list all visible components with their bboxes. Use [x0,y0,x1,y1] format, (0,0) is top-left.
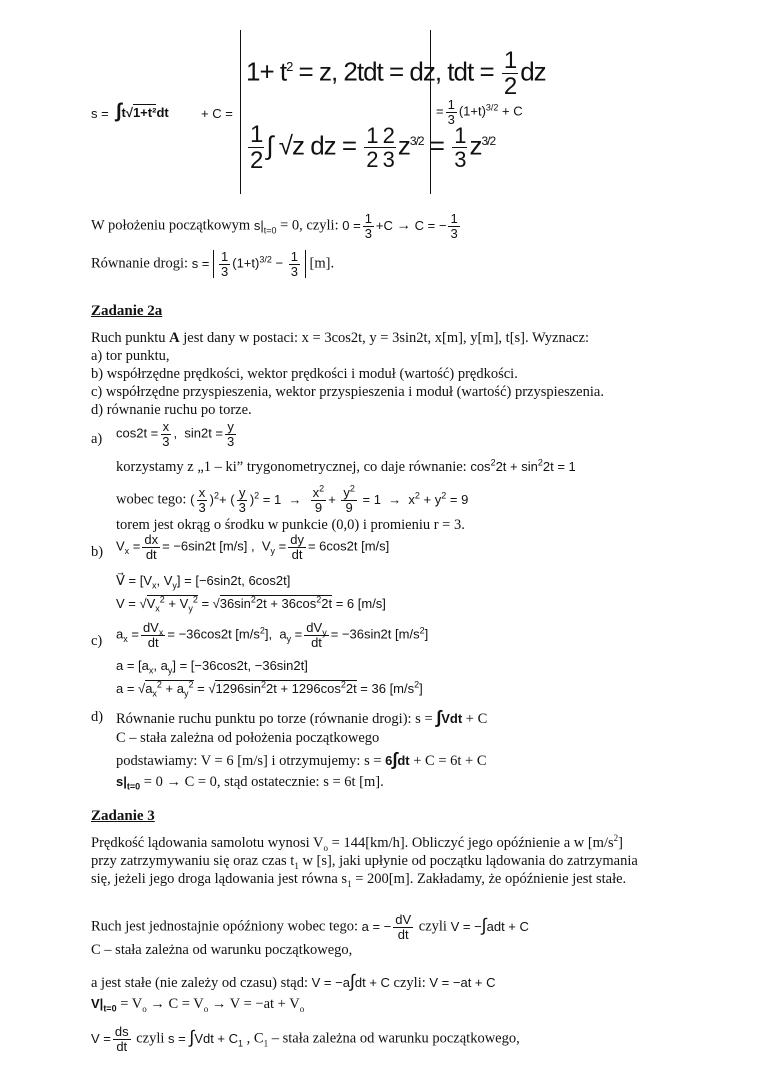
c-line2: $a = [a_x$, $a_y] = [-36\cos 2t$, −36sin2t] [116,658,308,676]
z3-para1: Prędkość lądowania samolotu wynosi $V_o = 144[km/h]$. Obliczyć jego opóźnienie a w $[m/s^2]$ [91,833,623,853]
d-line1: Równanie ruchu punktu po torze (równanie drogi): s = ∫Vdt + C [116,707,488,727]
z2a-item-c: c) współrzędne przyspieszenia, wektor przyspieszenia i moduł (wartość) przyspieszenia. [91,384,604,400]
b-line1: $V_x$ = $\frac{dx}{dt}$ = −6sin2t [m/s] , $V_y$ = $\frac{dy}{dt}$ = 6cos2t [m/s] [116,532,390,562]
z2a-item-b: b) współrzędne prędkości, wektor prędkości i moduł (wartość) prędkości. [91,366,518,382]
a-line2: korzystamy z „1 – ki” trygonometrycznej, co daje równanie: $\cos^22t + \sin^22t = 1$ [116,457,576,475]
c-label: c) [91,633,103,649]
c-line1: $a_x$ = $\frac{dV_x}{dt}$ = −36cos2t $[m/s^2]$, $a_y$ = $\frac{dV_y}{dt}$ = −36sin2t $[m/s^2]$ [116,620,429,650]
a-line4: torem jest okrąg o środku w punkcie (0,0) i promieniu r = 3. [116,517,465,533]
sub-row-1: $1+ t^2 = z$, 2tdt = dz, tdt = $\frac{1}{2}$ dz [246,47,546,101]
z3-line4: $V|_{t=0} = V_o \to C = V_o \to V = -at + V_o$ [91,996,305,1014]
z2a-intro: Ruch punktu A jest dany w postaci: x = 3cos2t, y = 3sin2t, x[m], y[m], t[s]. Wyznacz: [91,330,590,346]
plus-c: + C = [201,106,233,121]
a-label: a) [91,431,103,447]
z2a-title: Zadanie 2a [91,303,163,319]
z2a-item-d: d) równanie ruchu po torze. [91,402,252,418]
top-result: = $\frac{1}{3}$ $(1+t)^{3/2} + C$ [436,97,523,127]
integral-expr: ∫t√1+t²dt [116,100,169,122]
d-line3: podstawiamy: V = 6 [m/s] i otrzymujemy: s = 6∫dt + C = 6t + C [116,749,487,769]
z3-para3: się, jeżeli jego droga lądowania jest równa $s_1 = 200[m]$. Zakładamy, że opóźnienie jest stałe. [91,871,627,889]
matrix-left-bar [240,30,241,194]
d-line2: C – stała zależna od położenia początkowego [116,730,380,746]
b-line3: $V = √V_x^2 + V_y^2 = √36\sin^22t + 36\cos^22t = 6$ [m/s] [116,594,386,614]
initial-pos-line: W położeniu początkowym $s|_{t=0} = 0$, czyli: 0 = $\frac{1}{3}$ +C → C = − $\frac{1}{3}$ [91,211,458,241]
road-eq-line: Równanie drogi: s = $\frac{1}{3}$ $(1+t)^{3/2}$ − $\frac{1}{3}$ [m]. [91,249,335,279]
s-equals: s = [91,106,109,121]
sub-row-2: $\frac{1}{2}$ ∫ √z dz = $\frac{1 2}{2 3}$ $z^{3/2}$ = $\frac{1}{3}$ $z^{3/2}$ [250,121,496,175]
z3-line3: a jest stałe (nie zależy od czasu) stąd: V = −a∫dt + C czyli: V = −at + C [91,971,496,991]
b-label: b) [91,544,104,560]
z2a-item-a: a) tor punktu, [91,348,170,364]
z3-line1: Ruch jest jednostajnie opóźniony wobec tego: a = − $\frac{dV}{dt}$ czyli V = −∫adt + C [91,912,529,942]
z3-line5: V = $\frac{ds}{dt}$ czyli $s = \int Vdt + C_1$ , $C_1$ – stała zależna od warunku początkowego, [91,1024,520,1054]
z3-line2: C – stała zależna od warunku początkowego, [91,942,353,958]
z3-para2: przy zatrzymywaniu się oraz czas $t_1$ w [s], jaki upłynie od początku lądowania do zatrzymania [91,853,638,871]
d-line4: $s|_{t=0} = 0 \to C = 0$, stąd ostatecznie: s = 6t [m]. [116,774,384,792]
b-line2: V⃗ = [$V_x$, $V_y] = [-6\sin 2t$, 6cos2t] [116,573,291,591]
d-label: d) [91,709,104,725]
a-line3: wobec tego: ( $\frac{x}{3}$ )$^2$+ ( $\frac{y}{3}$ )$^2$ = 1 → $\frac{x^2}{9}$ + $\frac{y^2}{9}$ = $1 \to x^2 + y^2 = 9$ [116,483,469,515]
z3-title: Zadanie 3 [91,808,155,824]
c-line3: $a = √a_x^2 + a_y^2 = √1296\sin^22t + 1296\cos^22t = 36$ $[m/s^2]$ [116,679,423,699]
a-line1: cos2t = $\frac{x}{3}$ , sin2t = $\frac{y}{3}$ [116,419,235,449]
